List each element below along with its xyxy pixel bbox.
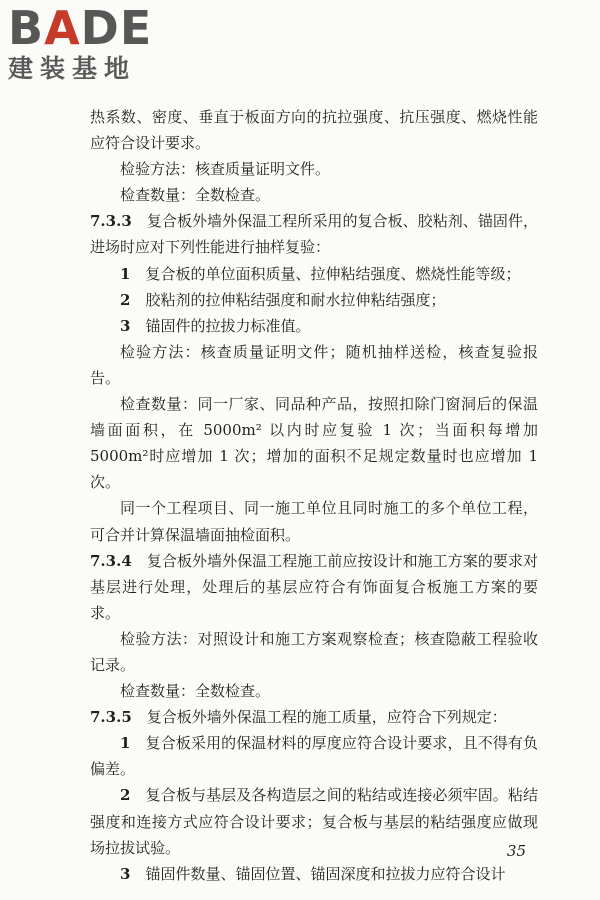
paragraph-text: 检查数量：同一厂家、同品种产品，按照扣除门窗洞后的保温墙面面积，在 5000m² 以内时应复验 1 次；当面积每增加 5000m²时应增加 1 次；增加的面积不足规定数量时也应增加 1 次。: [90, 395, 538, 492]
paragraph-text: 热系数、密度、垂直于板面方向的抗拉强度、抗压强度、燃烧性能应符合设计要求。: [90, 108, 538, 153]
paragraph: [90, 678, 538, 704]
paragraph: [90, 313, 538, 339]
paragraph: [90, 626, 538, 678]
paragraph-text: 检验方法：核查质量证明文件；随机抽样送检，核查复验报告。: [90, 342, 538, 387]
paragraph-text: 复合板的单位面积质量、拉伸粘结强度、燃烧性能等级；: [130, 264, 521, 283]
paragraph-text: 同一个工程项目、同一施工单位且同时施工的多个单位工程，可合并计算保温墙面抽检面积。: [90, 499, 538, 544]
paragraph: [90, 704, 538, 730]
clause-number: 7.3.3: [90, 212, 132, 231]
clause-number: 2: [120, 786, 131, 805]
page-number: 35: [506, 842, 526, 860]
page-body: [90, 104, 538, 887]
paragraph-text: 复合板采用的保温材料的厚度应符合设计要求，且不得有负偏差。: [90, 734, 538, 779]
paragraph-text: 复合板外墙外保温工程施工前应按设计和施工方案的要求对基层进行处理，处理后的基层应符合有饰面复合板施工方案的要求。: [90, 551, 538, 622]
paragraph: [90, 495, 538, 547]
paragraph-text: 锚固件数量、锚固位置、锚固深度和拉拔力应符合设计: [130, 864, 506, 883]
clause-number: 1: [120, 264, 131, 283]
clause-number: 1: [120, 734, 131, 753]
bade-logo: [8, 1, 153, 84]
clause-number: 2: [120, 290, 131, 309]
paragraph-text: 检查数量：全数检查。: [120, 186, 271, 205]
paragraph: [90, 339, 538, 391]
paragraph: [90, 730, 538, 782]
clause-number: 3: [120, 864, 131, 883]
paragraph-text: 检验方法：对照设计和施工方案观察检查；核查隐蔽工程验收记录。: [90, 629, 538, 674]
paragraph: [90, 104, 538, 156]
clause-number: 7.3.4: [90, 551, 132, 570]
paragraph-text: 胶粘剂的拉伸粘结强度和耐水拉伸粘结强度；: [130, 290, 446, 309]
paragraph: [90, 182, 538, 208]
clause-number: 3: [120, 316, 131, 335]
paragraph: [90, 782, 538, 860]
paragraph: [90, 287, 538, 313]
paragraph: [90, 208, 538, 260]
paragraph: [90, 391, 538, 495]
paragraph-text: 检验方法：核查质量证明文件。: [120, 160, 331, 179]
paragraph: [90, 548, 538, 626]
paragraph-text: 复合板与基层及各构造层之间的粘结或连接必须牢固。粘结强度和连接方式应符合设计要求；复合板与基层的粘结强度应做现场拉拔试验。: [90, 786, 538, 857]
logo-wordmark: BADE: [8, 1, 153, 55]
paragraph-text: 复合板外墙外保温工程所采用的复合板、胶粘剂、锚固件，进场时应对下列性能进行抽样复验：: [90, 212, 538, 257]
paragraph: [90, 261, 538, 287]
paragraph-text: 复合板外墙外保温工程的施工质量，应符合下列规定：: [131, 708, 507, 727]
paragraph-text: 检查数量：全数检查。: [120, 682, 271, 701]
paragraph: [90, 156, 538, 182]
clause-number: 7.3.5: [90, 708, 132, 727]
paragraph-text: 锚固件的拉拔力标准值。: [130, 316, 311, 335]
paragraph: [90, 861, 538, 887]
logo-subtitle: 建装基地: [8, 54, 137, 83]
